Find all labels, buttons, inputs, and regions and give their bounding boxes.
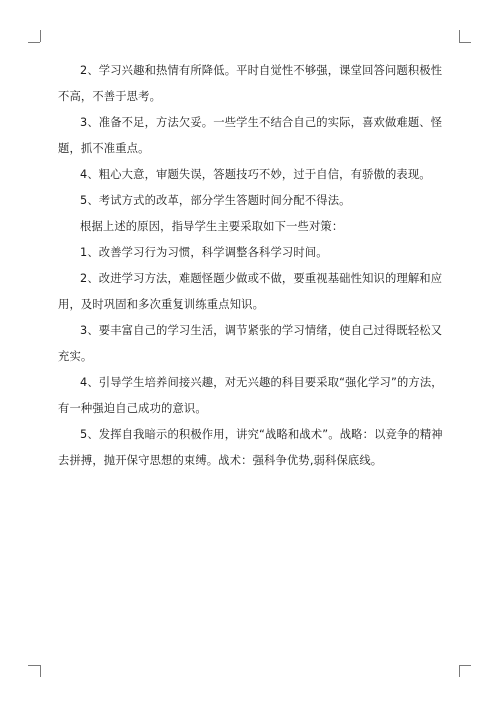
paragraph-item-5-exam-reform: 5、考试方式的改革，部分学生答题时间分配不得法。 [80, 194, 351, 207]
paragraph-strategy-2: 2、改进学习方法，难题怪题少做或不做，要重视基础性知识的理解和应用，及时巩固和多次重复训练重点知识。 [58, 272, 443, 311]
paragraph-item-3-preparation: 3、准备不足，方法欠妥。一些学生不结合自己的实际，喜欢做难题、怪题，抓不准重点。 [58, 116, 443, 155]
paragraph-strategy-3: 3、要丰富自己的学习生活，调节紧张的学习情绪，使自己过得既轻松又充实。 [58, 324, 443, 363]
paragraph-item-2-interest: 2、学习兴趣和热情有所降低。平时自觉性不够强，课堂回答问题积极性不高，不善于思考。 [58, 64, 443, 103]
paragraph-strategy-intro: 根据上述的原因，指导学生主要采取如下一些对策： [80, 220, 344, 233]
paragraph-strategy-4: 4、引导学生培养间接兴趣，对无兴趣的科目要采取“强化学习”的方法，有一种强迫自己成功的意识。 [58, 376, 443, 415]
document-body [58, 58, 448, 474]
paragraph-strategy-1: 1、改善学习行为习惯，科学调整各科学习时间。 [80, 246, 328, 259]
paragraph-item-4-carelessness: 4、粗心大意，审题失误，答题技巧不妙，过于自信，有骄傲的表现。 [80, 168, 431, 181]
paragraph-strategy-5: 5、发挥自我暗示的积极作用，讲究“战略和战术”。战略：以竞争的精神去拼搏，抛开保守思想的束缚。战术：强科争优势,弱科保底线。 [58, 428, 443, 467]
